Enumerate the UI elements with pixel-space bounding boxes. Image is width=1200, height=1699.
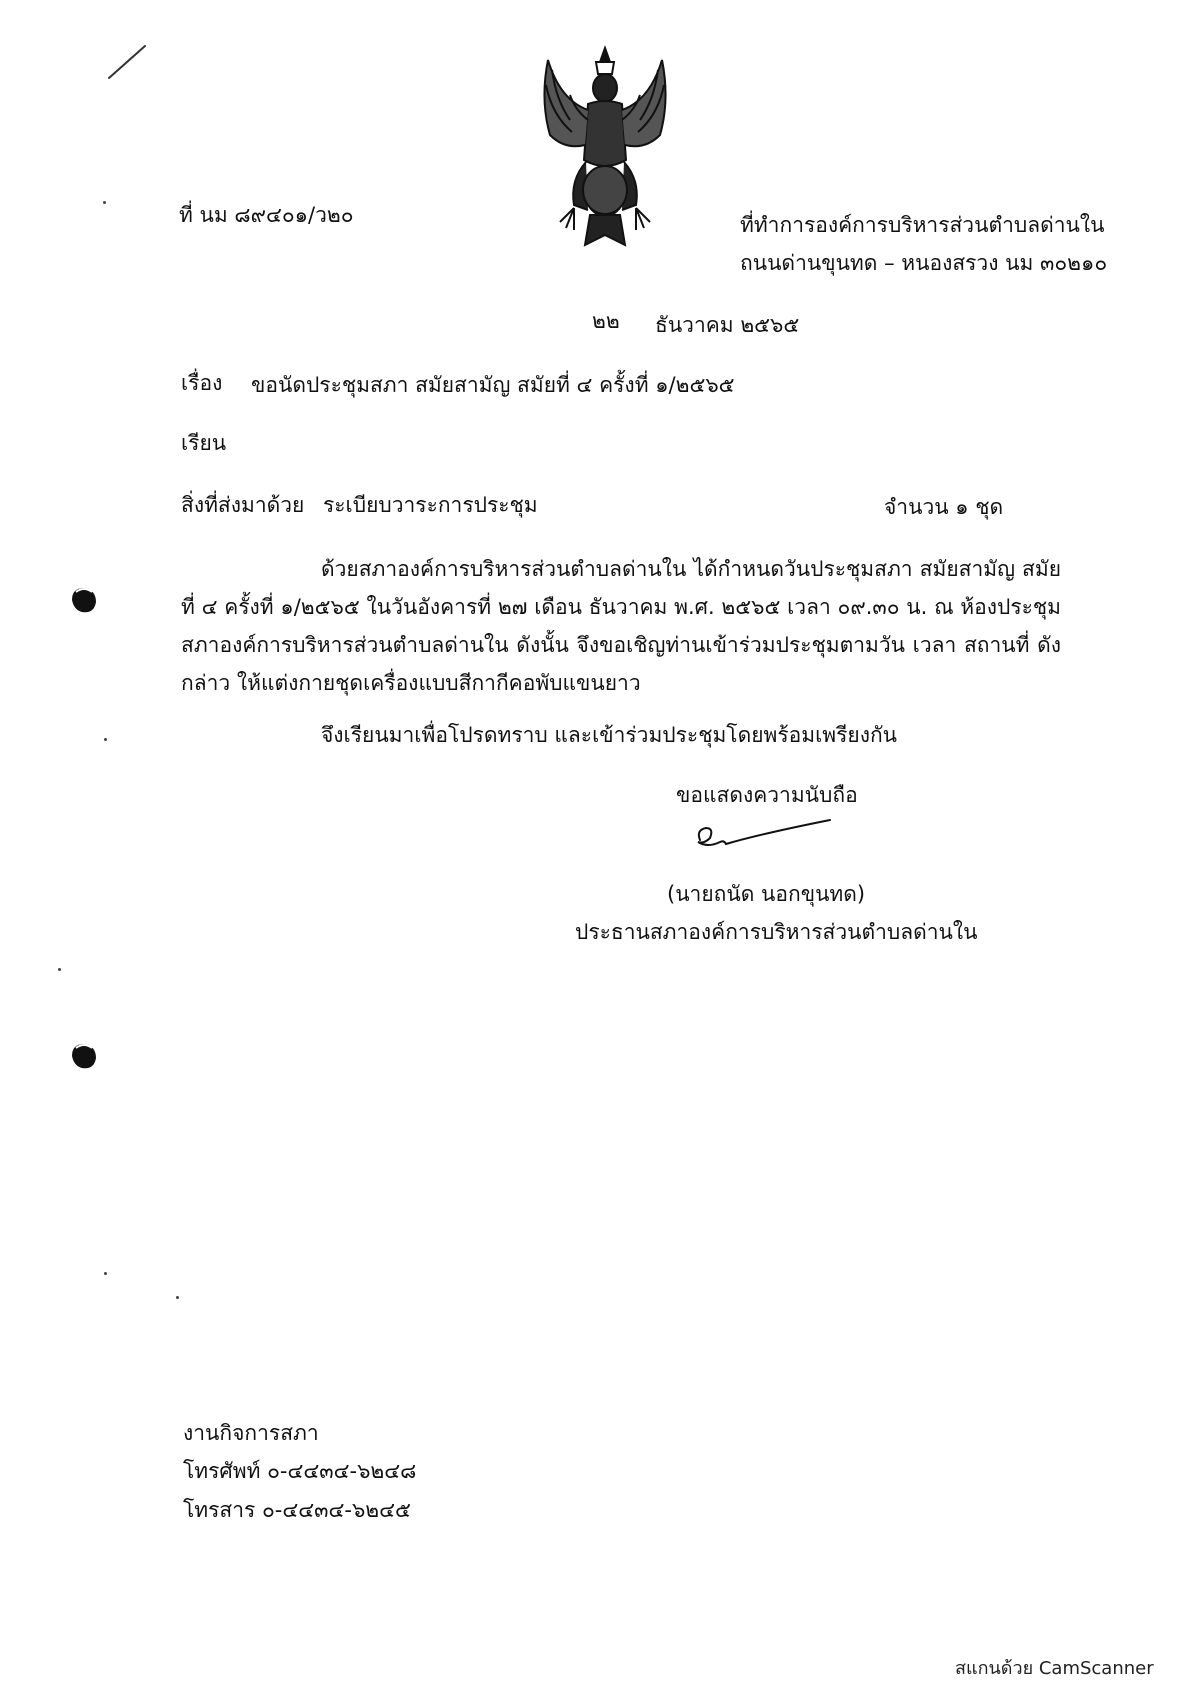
enclosure-quantity: จำนวน ๑ ชุด [884,495,1004,519]
body-paragraph-1: ด้วยสภาองค์การบริหารส่วนตำบลด่านใน ได้กำหนดวันประชุมสภา สมัยสามัญ สมัยที่ ๔ ครั้งที่ ๑/๒๕๖๕ ในวันอังคารที่ ๒๗ เดือน ธันวาคม พ.ศ. ๒๕๖๕ เวลา ๐๙.๓๐ น. ณ ห้องประชุมสภาองค์การบริหารส่วนตำบลด่านใน ดังนั้น จึงขอเชิญท่านเข้าร่วมประชุมตามวัน เวลา สถานที่ ดังกล่าว ให้แต่งกายชุดเครื่องแบบสีกากีคอพับแขนยาว [181,557,1061,695]
scan-speck [104,738,107,741]
garuda-emblem-icon [530,40,680,265]
handwritten-signature [690,812,840,857]
body-paragraph-2: จึงเรียนมาเพื่อโปรดทราบ และเข้าร่วมประชุมโดยพร้อมเพรียงกัน [321,723,898,747]
scan-speck [103,201,106,204]
scan-speck [176,1296,179,1299]
reference-number: ที่ นม ๘๙๔๐๑/ว๒๐ [179,203,354,227]
sender-address-line-2: ถนนด่านขุนทด – หนองสรวง นม ๓๐๒๑๐ [740,251,1108,275]
date-day: ๒๒ [592,309,620,333]
enclosure-label: สิ่งที่ส่งมาด้วย [181,493,305,517]
salutation-to-label: เรียน [181,431,227,455]
pen-stroke-mark [105,40,150,85]
signatory-name: (นายถนัด นอกขุนทด) [667,882,866,906]
scan-speck [58,968,61,971]
signatory-position: ประธานสภาองค์การบริหารส่วนตำบลด่านใน [575,920,978,944]
date-month-year: ธันวาคม ๒๕๖๕ [655,313,800,337]
subject-label: เรื่อง [181,371,223,395]
enclosure-text: ระเบียบวาระการประชุม [323,493,538,517]
contact-phone: โทรศัพท์ ๐-๔๔๓๔-๖๒๔๘ [183,1459,417,1483]
subject-text: ขอนัดประชุมสภา สมัยสามัญ สมัยที่ ๔ ครั้งที่ ๑/๒๕๖๕ [251,373,735,397]
closing-salutation: ขอแสดงความนับถือ [676,783,858,807]
scan-speck [104,1272,107,1275]
contact-department: งานกิจการสภา [183,1421,319,1445]
camscanner-watermark: สแกนด้วย CamScanner [955,1658,1154,1679]
sender-address-line-1: ที่ทำการองค์การบริหารส่วนตำบลด่านใน [740,213,1105,237]
contact-fax: โทรสาร ๐-๔๔๓๔-๖๒๔๕ [183,1498,411,1522]
punch-hole-mark [66,582,102,618]
punch-hole-mark [66,1038,102,1074]
